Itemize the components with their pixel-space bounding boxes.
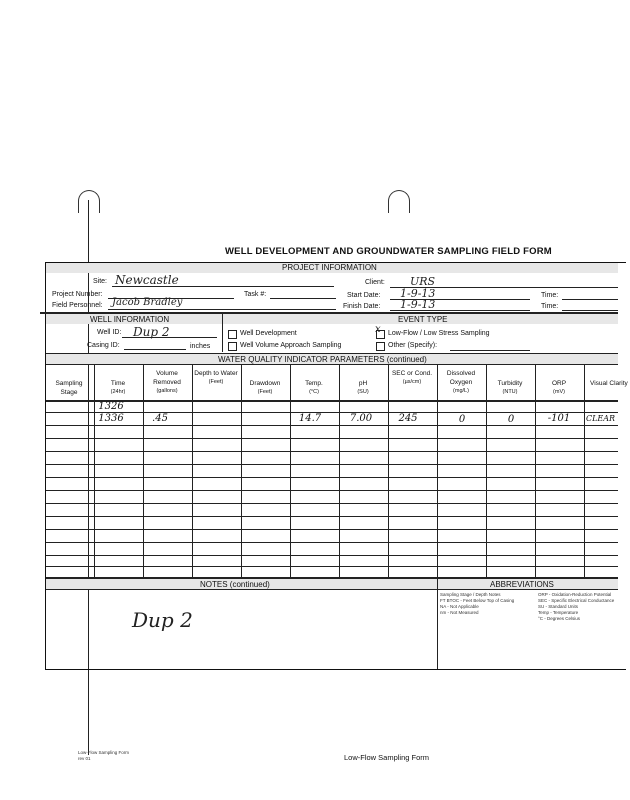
col-sec-cond: SEC or Cond. (µs/cm) [391, 370, 433, 385]
site-value: Newcastle [115, 273, 179, 287]
grid-row-line [46, 425, 618, 426]
col-depth-to-water: Depth to Water (Feet) [194, 370, 238, 385]
abbr-right-3: SU - Standard Units [538, 604, 579, 609]
event-type-heading: EVENT TYPE [398, 315, 448, 324]
field-personnel-line [108, 309, 336, 310]
row2-ph: 7.00 [349, 413, 373, 424]
grid-col-line [437, 364, 438, 577]
row2-visual-clarity: CLEAR [586, 414, 616, 423]
grid-col-line [143, 364, 144, 577]
well-volume-checkbox[interactable] [228, 342, 237, 351]
inches-label: inches [190, 343, 211, 350]
abbr-left-4: nm - Not Measured [440, 610, 479, 615]
grid-col-line [535, 364, 536, 577]
notes-abbr-divider [437, 577, 438, 669]
grid-col-line [290, 364, 291, 577]
row1-time: 1326 [98, 401, 124, 412]
row2-do: 0 [458, 414, 466, 425]
well-event-divider [222, 314, 223, 352]
project-info-heading: PROJECT INFORMATION [282, 263, 377, 272]
site-label: Site: [93, 278, 108, 285]
low-flow-check-mark: x [375, 324, 381, 335]
other-checkbox[interactable] [376, 342, 385, 351]
footer-left-rev: rev 01 [78, 756, 91, 761]
project-number-label: Project Number: [52, 291, 103, 298]
casing-id-label: Casing ID: [87, 342, 120, 349]
finish-date-value: 1-9-13 [400, 298, 436, 311]
col-ph: pH (SU) [357, 380, 369, 395]
col-time: Time (24hr) [110, 380, 126, 395]
abbr-left-1: Sampling Stage / Depth Notes [440, 592, 501, 597]
grid-header-line [46, 400, 618, 402]
form-title: WELL DEVELOPMENT AND GROUNDWATER SAMPLING FIELD FORM [225, 246, 552, 257]
field-personnel-value: Jacob Bradley [112, 297, 183, 308]
grid-row-line [46, 464, 618, 465]
start-time-label: Time: [541, 292, 559, 299]
task-label: Task #: [244, 291, 267, 298]
start-date-value: 1-9-13 [400, 287, 436, 300]
row2-time: 1336 [98, 413, 124, 424]
abbr-left-2: FT BTOC - Feet Below Top of Casing [440, 598, 515, 603]
notes-handwriting: Dup 2 [132, 608, 193, 632]
field-personnel-label: Field Personnel: [52, 302, 103, 309]
grid-col-line [486, 364, 487, 577]
client-value: URS [410, 275, 436, 288]
grid-col-line [339, 364, 340, 577]
grid-row-line [46, 490, 618, 491]
grid-row-line [46, 555, 618, 556]
grid-col-line [241, 364, 242, 577]
grid-row-line [46, 542, 618, 543]
well-development-label: Well Development [240, 330, 297, 337]
well-development-checkbox[interactable] [228, 330, 237, 339]
grid-row-line [46, 477, 618, 478]
notes-band-bottom [46, 589, 618, 590]
low-flow-label: Low-Flow / Low Stress Sampling [388, 330, 490, 337]
task-line [270, 298, 336, 299]
start-date-label: Start Date: [347, 292, 381, 299]
row2-temp: 14.7 [298, 413, 322, 424]
row2-turbidity: 0 [507, 414, 515, 425]
casing-id-line [124, 349, 186, 350]
abbr-right-4: Temp - Temperature [538, 610, 579, 615]
row2-volume: .45 [152, 413, 168, 424]
abbr-right-1: ORP - Oxidation-Reduction Potential [538, 592, 612, 597]
grid-row-line [46, 412, 618, 413]
col-temp: Temp. (°C) [305, 380, 323, 395]
well-volume-label: Well Volume Approach Sampling [240, 342, 342, 349]
finish-time-label: Time: [541, 303, 559, 310]
abbr-right-5: °C - Degrees Celsius [538, 616, 581, 621]
wq-band-bottom-line [46, 364, 618, 365]
grid-row-line [46, 503, 618, 504]
col-drawdown: Drawdown (Feet) [249, 380, 281, 395]
other-line [450, 350, 530, 351]
well-id-value: Dup 2 [133, 325, 170, 339]
grid-row-line [46, 451, 618, 452]
grid-col-line [584, 364, 585, 577]
wq-heading: WATER QUALITY INDICATOR PARAMETERS (continued) [218, 355, 427, 364]
abbr-right-2: SEC - Specific Electrical Conductance [538, 598, 615, 603]
col-sampling-stage: Sampling Stage [55, 380, 83, 396]
col-dissolved-oxygen: Dissolved Oxygen (mg/L) [446, 370, 476, 394]
finish-date-label: Finish Date: [343, 303, 381, 310]
abbr-left-3: NA - Not Applicable [440, 604, 479, 609]
col-visual-clarity: Visual Clarity [590, 380, 628, 387]
row2-orp: -101 [547, 413, 571, 424]
client-label: Client: [365, 279, 385, 286]
col-volume-removed: Volume Removed (gallons) [153, 370, 181, 394]
footer-left-title: Low-Flow Sampling Form [78, 750, 130, 755]
well-info-heading: WELL INFORMATION [90, 315, 170, 324]
footer-center: Low-Flow Sampling Form [344, 753, 430, 762]
abbreviations-heading: ABBREVIATIONS [490, 580, 554, 589]
grid-row-line [46, 566, 618, 567]
other-label: Other (Specify): [388, 342, 438, 349]
row2-cond: 245 [398, 413, 418, 424]
grid-row-line [46, 438, 618, 439]
punch-hole-right [388, 190, 410, 213]
grid-col-line [388, 364, 389, 577]
finish-time-line [562, 310, 618, 311]
grid-col-line [192, 364, 193, 577]
well-id-label: Well ID: [97, 329, 122, 336]
notes-heading: NOTES (continued) [200, 580, 270, 589]
grid-row-line [46, 516, 618, 517]
punch-hole-left [78, 190, 100, 213]
col-orp: ORP (mV) [551, 380, 567, 395]
start-time-line [562, 299, 618, 300]
grid-row-line [46, 529, 618, 530]
col-turbidity: Turbidity (NTU) [497, 380, 523, 395]
grid-col-line [94, 364, 95, 577]
